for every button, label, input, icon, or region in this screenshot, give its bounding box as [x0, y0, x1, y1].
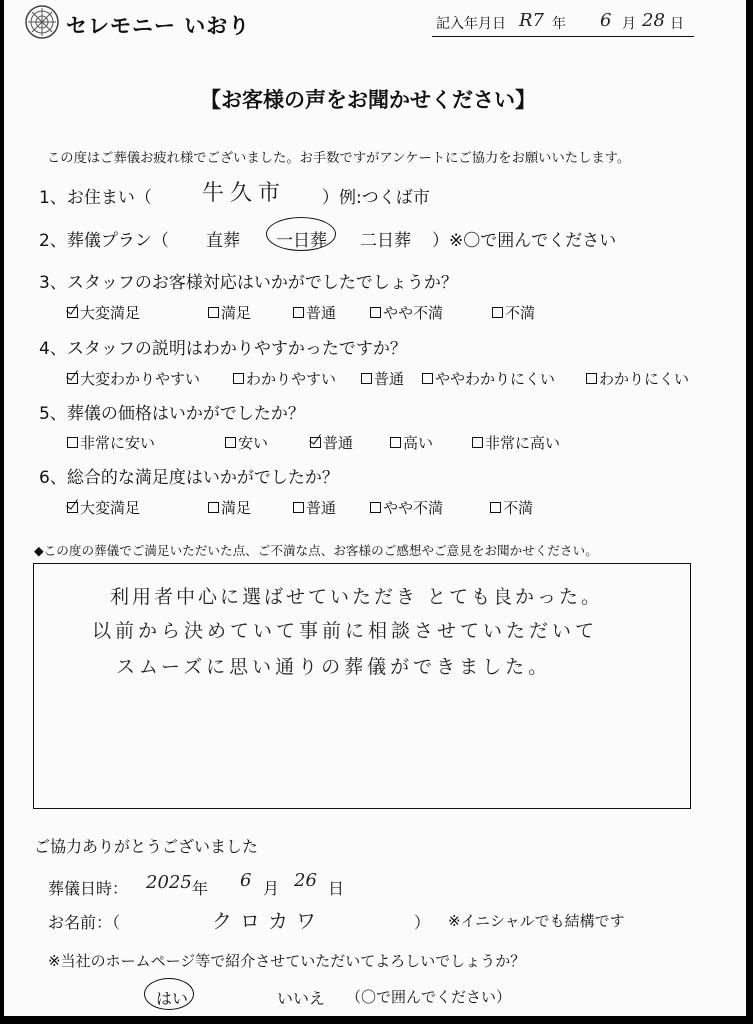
homepage-note: （〇で囲んでください）: [346, 988, 512, 1006]
q6-checkbox-3[interactable]: [293, 502, 304, 513]
q6-checkbox-5[interactable]: [490, 502, 501, 513]
q4-option-1[interactable]: 大変わかりやすい: [67, 368, 200, 389]
q4-option-2[interactable]: わかりやすい: [233, 368, 336, 389]
funeral-date-month-unit: 月: [263, 879, 280, 898]
intro-text: この度はご葬儀お疲れ様でございました。お手数ですがアンケートにご協力をお願いいたします。: [47, 151, 631, 166]
company-name: セレモニー いおり: [66, 14, 251, 38]
q3-checkbox-4[interactable]: [370, 307, 381, 318]
date-year-unit: 年: [552, 16, 566, 32]
homepage-question: ※当社のホームページ等で紹介させていただいてよろしいでしょうか？: [48, 952, 526, 970]
date-underline: [432, 36, 694, 37]
q3-checkbox-3[interactable]: [293, 307, 304, 318]
q3-option-3[interactable]: 普通: [293, 302, 336, 323]
funeral-date-year-unit: 年: [192, 879, 209, 898]
q5-option-1[interactable]: 非常に安い: [67, 432, 155, 453]
thanks-text: ご協力ありがとうございました: [34, 837, 259, 856]
q4-option-5[interactable]: わかりにくい: [586, 368, 689, 389]
q4-option-4[interactable]: ややわかりにくい: [422, 368, 555, 389]
q6-option-3[interactable]: 普通: [293, 497, 336, 518]
q6-checkbox-2[interactable]: [208, 502, 219, 513]
funeral-date-year[interactable]: 2025: [146, 872, 192, 893]
date-day-unit: 日: [670, 16, 684, 32]
q3-checkbox-2[interactable]: [208, 307, 219, 318]
name-label: お名前：（: [48, 913, 121, 932]
q6-checkbox-1[interactable]: [67, 502, 78, 513]
date-label: 記入年月日: [436, 16, 506, 32]
q6-option-2[interactable]: 満足: [208, 497, 251, 518]
name-value[interactable]: クロカワ: [212, 909, 324, 933]
q5-option-2[interactable]: 安い: [225, 432, 268, 453]
q2-note: ）※〇で囲んでください: [432, 231, 617, 251]
q2-label: 2、葬儀プラン（: [39, 231, 169, 251]
funeral-date-label: 葬儀日時：: [48, 879, 129, 898]
funeral-date-day-unit: 日: [328, 879, 345, 898]
q6-label: 6、総合的な満足度はいかがでしたか？: [39, 468, 339, 488]
q3-checkbox-5[interactable]: [492, 307, 503, 318]
date-month: 6: [600, 10, 612, 31]
q4-checkbox-1[interactable]: [67, 373, 78, 384]
homepage-selected-circle: [144, 978, 194, 1010]
q3-option-4[interactable]: やや不満: [370, 302, 443, 323]
q2-option-futsukaso[interactable]: 二日葬: [360, 231, 411, 251]
q3-option-1[interactable]: 大変満足: [67, 302, 140, 323]
homepage-option-yes[interactable]: はい: [156, 989, 189, 1008]
comment-line-3: スムーズに思い通りの葬儀ができました。: [116, 656, 552, 678]
q2-selected-circle: [266, 217, 336, 251]
q5-option-4[interactable]: 高い: [390, 432, 433, 453]
name-close: ）: [414, 913, 431, 932]
funeral-date-month[interactable]: 6: [240, 870, 252, 891]
q6-option-1[interactable]: 大変満足: [67, 497, 140, 518]
comment-prompt: ◆この度の葬儀でご満足いただいた点、ご不満な点、お客様のご感想やご意見をお聞かせください。: [34, 543, 598, 558]
q5-checkbox-5[interactable]: [472, 437, 483, 448]
q5-option-5[interactable]: 非常に高い: [472, 432, 560, 453]
q4-checkbox-5[interactable]: [586, 373, 597, 384]
q1-answer[interactable]: 牛久市: [202, 181, 287, 206]
q4-checkbox-4[interactable]: [422, 373, 433, 384]
company-logo: [24, 4, 60, 44]
q3-label: 3、スタッフのお客様対応はいかがでしたでしょうか？: [39, 273, 458, 293]
q4-checkbox-2[interactable]: [233, 373, 244, 384]
q3-checkbox-1[interactable]: [67, 307, 78, 318]
q1-label: 1、お住まい（: [39, 188, 152, 208]
survey-sheet: [4, 0, 746, 1016]
q5-checkbox-3[interactable]: [310, 437, 321, 448]
q5-option-3[interactable]: 普通: [310, 432, 353, 453]
q3-option-2[interactable]: 満足: [208, 302, 251, 323]
page-title: 【お客様の声をお聞かせください】: [200, 88, 536, 112]
q1-close: ）例:つくば市: [322, 188, 430, 208]
q6-checkbox-4[interactable]: [370, 502, 381, 513]
q5-checkbox-4[interactable]: [390, 437, 401, 448]
q2-option-chokuso[interactable]: 直葬: [206, 231, 240, 251]
comment-box[interactable]: [33, 563, 691, 809]
q6-option-5[interactable]: 不満: [490, 497, 533, 518]
q6-option-4[interactable]: やや不満: [370, 497, 443, 518]
q5-checkbox-2[interactable]: [225, 437, 236, 448]
comment-line-1: 利用者中心に選ばせていただき とても良かった。: [110, 586, 604, 608]
q3-option-5[interactable]: 不満: [492, 302, 535, 323]
q4-option-3[interactable]: 普通: [361, 368, 404, 389]
q4-label: 4、スタッフの説明はわかりやすかったですか？: [39, 339, 407, 359]
flower-logo-icon: [24, 4, 60, 40]
comment-line-2: 以前から決めていて事前に相談させていただいて: [92, 620, 599, 642]
q4-checkbox-3[interactable]: [361, 373, 372, 384]
homepage-option-no[interactable]: いいえ: [277, 989, 326, 1008]
q5-label: 5、葬儀の価格はいかがでしたか？: [39, 404, 305, 424]
q2-option-ichinichiso[interactable]: 一日葬: [276, 231, 327, 251]
name-note: ※イニシャルでも結構です: [448, 912, 625, 930]
date-day: 28: [642, 10, 665, 31]
q5-checkbox-1[interactable]: [67, 437, 78, 448]
funeral-date-day[interactable]: 26: [294, 870, 317, 891]
date-era: R7: [519, 10, 545, 31]
date-month-unit: 月: [622, 16, 636, 32]
